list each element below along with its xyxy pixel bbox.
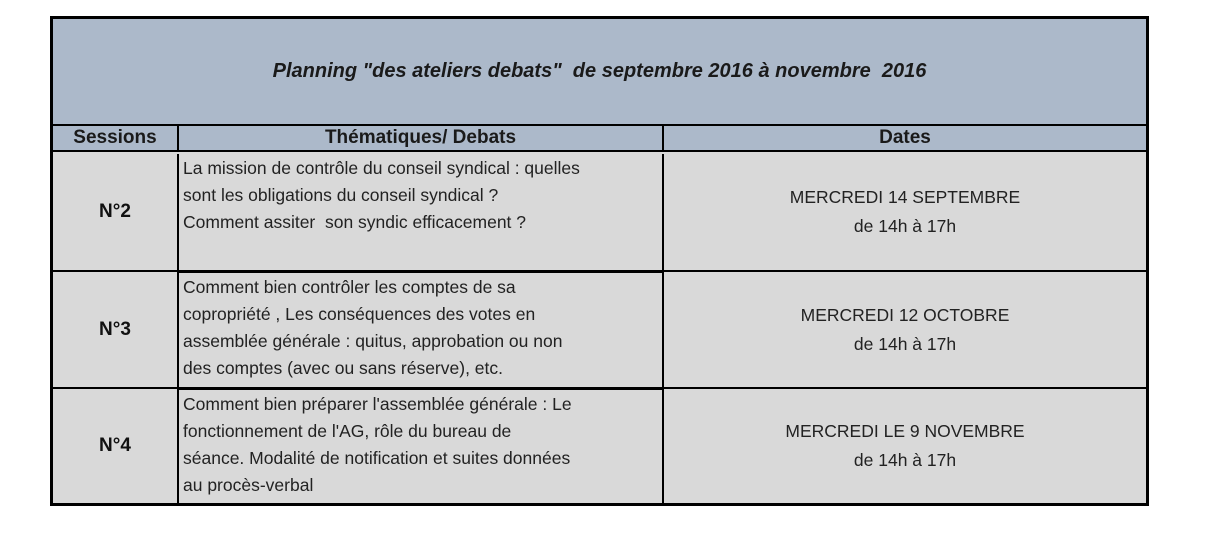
thematique-text: La mission de contrôle du conseil syndical : quelles sont les obligations du conseil syndical ? Comment assiter son syndic efficacement ? <box>179 154 664 270</box>
date-day: MERCREDI LE 9 NOVEMBRE <box>785 421 1025 441</box>
table-row <box>53 270 1146 387</box>
date-day: MERCREDI 14 SEPTEMBRE <box>789 187 1021 207</box>
header-thematiques: Thématiques/ Debats <box>179 126 664 152</box>
date-hours: de 14h à 17h <box>853 333 957 354</box>
session-number: N°4 <box>53 387 179 503</box>
header-sessions: Sessions <box>53 126 179 152</box>
date-cell <box>664 387 1146 503</box>
session-number: N°3 <box>53 270 179 387</box>
header-dates: Dates <box>664 126 1146 152</box>
thematique-text: Comment bien contrôler les comptes de sa copropriété , Les conséquences des votes en assemblée générale : quitus, approbation ou non des comptes (avec ou sans réserve), etc. <box>179 270 664 387</box>
date-cell <box>664 270 1146 387</box>
date-cell <box>664 154 1146 270</box>
session-number: N°2 <box>53 154 179 270</box>
thematique-text: Comment bien préparer l'assemblée générale : Le fonctionnement de l'AG, rôle du bureau de séance. Modalité de notification et suites données au procès-verbal <box>179 387 664 503</box>
date-hours: de 14h à 17h <box>853 450 957 470</box>
date-hours: de 14h à 17h <box>853 216 957 236</box>
table-row <box>53 154 1146 270</box>
table-title: Planning "des ateliers debats" de septembre 2016 à novembre 2016 <box>53 19 1146 126</box>
date-day: MERCREDI 12 OCTOBRE <box>800 304 1010 325</box>
planning-table <box>50 16 1149 506</box>
table-row <box>53 387 1146 503</box>
